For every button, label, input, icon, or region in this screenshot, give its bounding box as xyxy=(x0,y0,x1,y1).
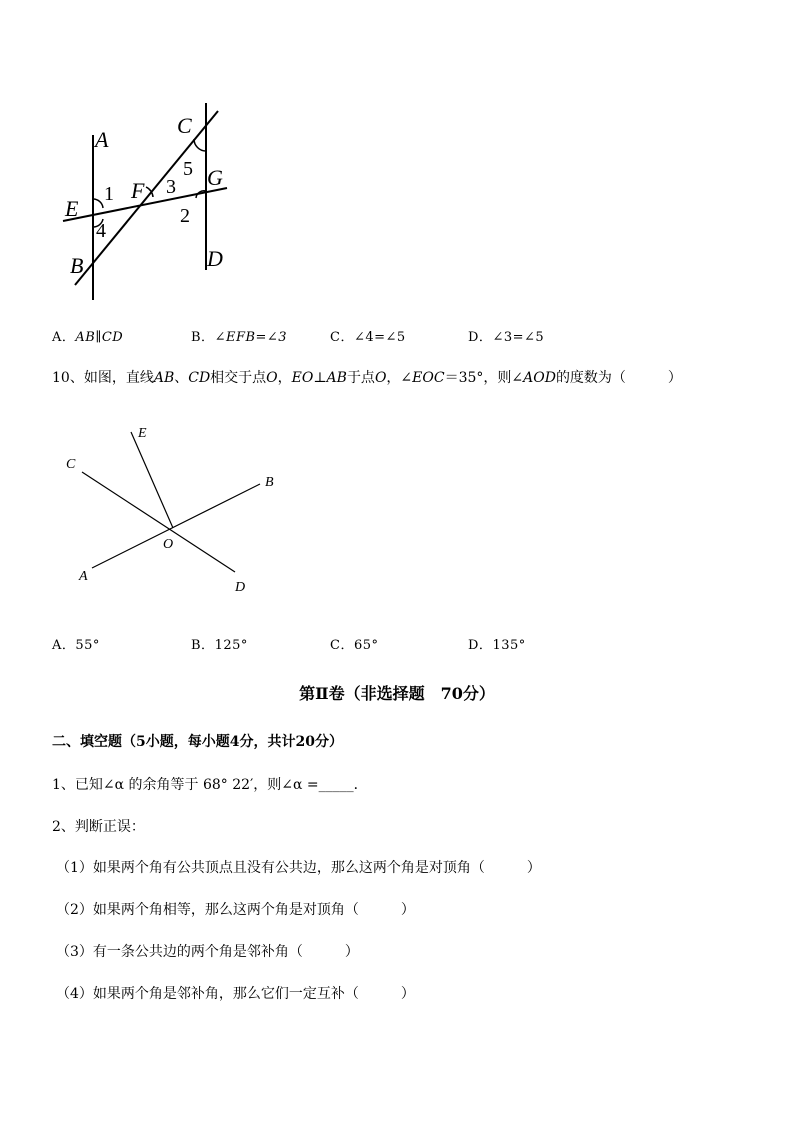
figure-intersecting-lines xyxy=(60,420,290,600)
label-e: E xyxy=(138,426,147,441)
option-text: ∠EFB=∠3 xyxy=(214,330,288,345)
option-text: 135° xyxy=(492,638,526,653)
option-letter: C． xyxy=(330,638,354,653)
option-letter: D． xyxy=(468,330,493,345)
q9-option-a[interactable] xyxy=(52,326,123,345)
q9-option-d[interactable] xyxy=(468,326,544,345)
judgement-item-1: （1）如果两个角有公共顶点且没有公共边，那么这两个角是对顶角（ ） xyxy=(56,860,541,876)
label-d: D xyxy=(235,580,246,595)
option-letter: A． xyxy=(52,330,76,345)
option-text: 55° xyxy=(75,638,100,653)
fill-question-2: 2、判断正误： xyxy=(52,819,145,835)
line-eo xyxy=(131,432,173,528)
angle-arc-1 xyxy=(93,199,103,208)
figure-parallel-lines xyxy=(55,95,255,310)
part-title: 第Ⅱ卷（非选择题 70分） xyxy=(299,684,495,703)
option-letter: A． xyxy=(52,638,76,653)
option-text: ∠4=∠5 xyxy=(353,330,406,345)
label-c: C xyxy=(66,457,76,472)
angle-label-4: 4 xyxy=(96,220,106,242)
option-text: ∠3=∠5 xyxy=(492,330,545,345)
q10-option-d[interactable] xyxy=(468,634,526,653)
label-a: A xyxy=(95,127,109,152)
judgement-item-2: （2）如果两个角相等，那么这两个角是对顶角（ ） xyxy=(56,902,415,918)
angle-label-2: 2 xyxy=(180,205,190,227)
label-e: E xyxy=(65,196,79,221)
label-c: C xyxy=(177,113,192,138)
label-b: B xyxy=(265,475,274,490)
option-text: AB∥CD xyxy=(75,330,124,345)
q10-option-c[interactable] xyxy=(330,634,379,653)
line-eg xyxy=(63,188,227,221)
q10-option-a[interactable] xyxy=(52,634,100,653)
label-f: F xyxy=(131,178,145,203)
line-cd xyxy=(82,472,235,572)
fill-question-1: 1、已知∠α 的余角等于 68° 22′，则∠α =_____． xyxy=(52,777,368,793)
q10-text: 10、如图，直线AB、CD相交于点O，EO⊥AB于点O，∠EOC＝35°，则∠AOD的度数为（ ） xyxy=(52,370,682,386)
line-ab xyxy=(92,484,260,568)
label-b: B xyxy=(70,253,84,278)
q9-option-b[interactable] xyxy=(191,326,287,345)
option-text: 125° xyxy=(214,638,248,653)
option-letter: B． xyxy=(191,638,215,653)
angle-arc-5 xyxy=(194,139,206,151)
angle-label-3: 3 xyxy=(166,176,176,198)
label-d: D xyxy=(207,246,223,271)
judgement-item-3: （3）有一条公共边的两个角是邻补角（ ） xyxy=(56,944,359,960)
option-letter: B． xyxy=(191,330,215,345)
option-letter: D． xyxy=(468,638,493,653)
option-text: 65° xyxy=(353,638,379,653)
option-letter: C． xyxy=(330,330,354,345)
q10-option-b[interactable] xyxy=(191,634,248,653)
section-heading: 二、填空题（5小题，每小题4分，共计20分） xyxy=(52,734,343,750)
angle-label-1: 1 xyxy=(104,183,114,205)
angle-label-5: 5 xyxy=(183,158,193,180)
label-a: A xyxy=(79,569,88,584)
judgement-item-4: （4）如果两个角是邻补角，那么它们一定互补（ ） xyxy=(56,986,415,1002)
label-g: G xyxy=(207,165,223,190)
q9-option-c[interactable] xyxy=(330,326,406,345)
label-o: O xyxy=(163,537,174,552)
